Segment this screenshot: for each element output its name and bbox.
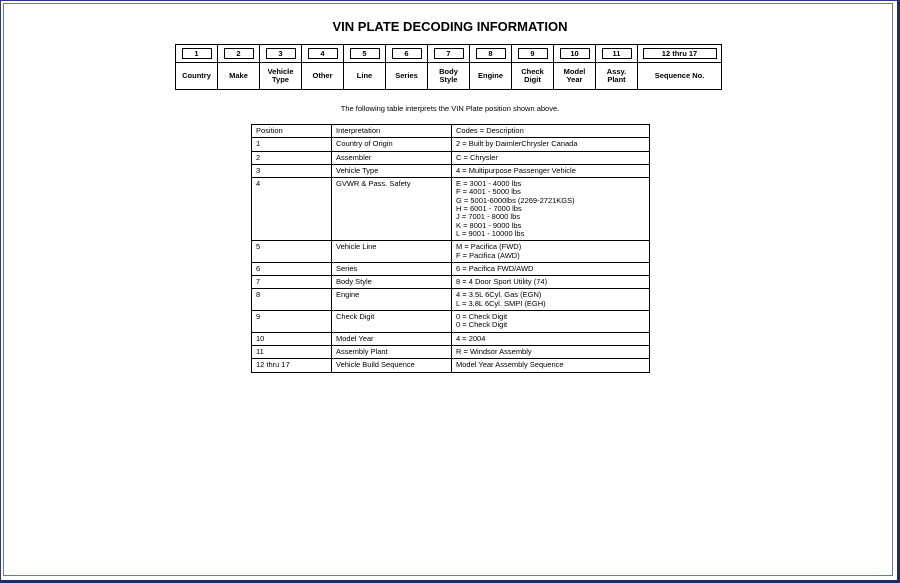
code-line: 4 = 3.5L 6Cyl. Gas (EGN) <box>456 290 542 300</box>
table-row <box>252 138 650 151</box>
codes-cell <box>452 151 650 164</box>
code-line: E = 3001 - 4000 lbs <box>456 179 522 189</box>
vin-position-cell <box>596 45 638 63</box>
intro-text: The following table interprets the VIN Plate position shown above. <box>340 104 560 113</box>
codes-cell <box>452 345 650 358</box>
vin-position-cell <box>176 45 218 63</box>
position-cell: 10 <box>252 332 332 345</box>
code-line: R = Windsor Assembly <box>456 346 532 356</box>
vin-position-cell <box>260 45 302 63</box>
column-header-position: Position <box>252 125 332 138</box>
table-row <box>252 345 650 358</box>
vin-position-number: 9 <box>518 48 548 59</box>
interpretation-cell: Body Style <box>332 276 452 289</box>
vin-position-number: 2 <box>224 48 254 59</box>
position-cell: 6 <box>252 262 332 275</box>
code-line: 4 = 2004 <box>456 333 486 343</box>
vin-position-cell <box>638 45 722 63</box>
code-line: F = 4001 - 5000 lbs <box>456 187 521 197</box>
interpretation-cell: Engine <box>332 289 452 311</box>
code-line: 0 = Check Digit <box>456 312 508 322</box>
interpretation-cell: GVWR & Pass. Safety <box>332 178 452 241</box>
table-row <box>252 178 650 241</box>
vin-position-cell <box>470 45 512 63</box>
vin-decode-table <box>251 124 650 373</box>
vin-position-number: 6 <box>392 48 422 59</box>
vin-position-cell <box>428 45 470 63</box>
codes-cell <box>452 311 650 333</box>
table-row <box>252 164 650 177</box>
position-cell: 8 <box>252 289 332 311</box>
codes-cell <box>452 178 650 241</box>
page-title: VIN PLATE DECODING INFORMATION <box>332 19 568 34</box>
code-line: 4 = Multipurpose Passenger Vehicle <box>456 165 576 175</box>
code-line: M = Pacifica (FWD) <box>456 242 522 252</box>
position-cell: 1 <box>252 138 332 151</box>
code-line: Model Year Assembly Sequence <box>456 360 564 370</box>
vin-position-label: Line <box>344 63 386 90</box>
table-row <box>252 311 650 333</box>
vin-position-number: 12 thru 17 <box>643 48 717 59</box>
codes-cell <box>452 138 650 151</box>
vin-position-label: Series <box>386 63 428 90</box>
interpretation-cell: Country of Origin <box>332 138 452 151</box>
position-cell: 5 <box>252 241 332 263</box>
vin-position-label: Sequence No. <box>638 63 722 90</box>
code-line: 8 = 4 Door Sport Utility (74) <box>456 277 548 287</box>
position-cell: 9 <box>252 311 332 333</box>
table-row <box>252 289 650 311</box>
position-cell: 2 <box>252 151 332 164</box>
interpretation-cell: Vehicle Line <box>332 241 452 263</box>
codes-cell <box>452 262 650 275</box>
column-header-codes: Codes = Description <box>452 125 650 138</box>
codes-cell <box>452 164 650 177</box>
code-line: L = 3.8L 6Cyl. SMPI (EGH) <box>456 298 546 308</box>
codes-cell <box>452 289 650 311</box>
vin-position-cell <box>554 45 596 63</box>
vin-position-label: Check Digit <box>512 63 554 90</box>
vin-position-number: 1 <box>182 48 212 59</box>
vin-position-cell <box>386 45 428 63</box>
table-row <box>252 276 650 289</box>
vin-position-number: 7 <box>434 48 464 59</box>
codes-cell <box>452 359 650 372</box>
vin-position-label: Engine <box>470 63 512 90</box>
vin-position-number: 5 <box>350 48 380 59</box>
interpretation-cell: Assembly Plant <box>332 345 452 358</box>
codes-cell <box>452 276 650 289</box>
vin-position-numbers <box>176 45 722 63</box>
position-cell: 7 <box>252 276 332 289</box>
vin-position-label: Make <box>218 63 260 90</box>
vin-position-number: 11 <box>602 48 632 59</box>
interpretation-cell: Series <box>332 262 452 275</box>
position-cell: 4 <box>252 178 332 241</box>
interpretation-cell: Vehicle Build Sequence <box>332 359 452 372</box>
interpretation-cell: Check Digit <box>332 311 452 333</box>
code-line: 0 = Check Digit <box>456 320 508 330</box>
table-row <box>252 241 650 263</box>
vin-position-label: Country <box>176 63 218 90</box>
code-line: 2 = Built by DaimlerChrysler Canada <box>456 139 578 149</box>
code-line: L = 9001 - 10000 lbs <box>456 228 525 238</box>
vin-position-label: Vehicle Type <box>260 63 302 90</box>
code-line: C = Chrysler <box>456 152 498 162</box>
vin-position-cell <box>512 45 554 63</box>
position-cell: 11 <box>252 345 332 358</box>
table-header-row <box>252 125 650 138</box>
position-cell: 3 <box>252 164 332 177</box>
vin-position-cell <box>302 45 344 63</box>
code-line: J = 7001 - 8000 lbs <box>456 212 521 222</box>
table-row <box>252 359 650 372</box>
code-line: K = 8001 - 9000 lbs <box>456 220 522 230</box>
vin-position-labels <box>176 63 722 90</box>
vin-position-cell <box>218 45 260 63</box>
vin-position-strip <box>175 44 722 90</box>
column-header-interpretation: Interpretation <box>332 125 452 138</box>
position-cell: 12 thru 17 <box>252 359 332 372</box>
code-line: G = 5001-6000lbs (2269-2721KGS) <box>456 195 575 205</box>
vin-position-label: Other <box>302 63 344 90</box>
table-row <box>252 332 650 345</box>
vin-position-number: 10 <box>560 48 590 59</box>
interpretation-cell: Model Year <box>332 332 452 345</box>
code-line: F = Pacifica (AWD) <box>456 250 520 260</box>
vin-position-number: 8 <box>476 48 506 59</box>
table-row <box>252 151 650 164</box>
code-line: H = 6001 - 7000 lbs <box>456 204 522 214</box>
vin-position-label: Assy. Plant <box>596 63 638 90</box>
vin-position-label: Model Year <box>554 63 596 90</box>
interpretation-cell: Vehicle Type <box>332 164 452 177</box>
interpretation-cell: Assembler <box>332 151 452 164</box>
vin-position-label: Body Style <box>428 63 470 90</box>
vin-position-number: 4 <box>308 48 338 59</box>
codes-cell <box>452 332 650 345</box>
vin-position-number: 3 <box>266 48 296 59</box>
code-line: 6 = Pacifica FWD/AWD <box>456 263 534 273</box>
vin-position-cell <box>344 45 386 63</box>
table-row <box>252 262 650 275</box>
codes-cell <box>452 241 650 263</box>
